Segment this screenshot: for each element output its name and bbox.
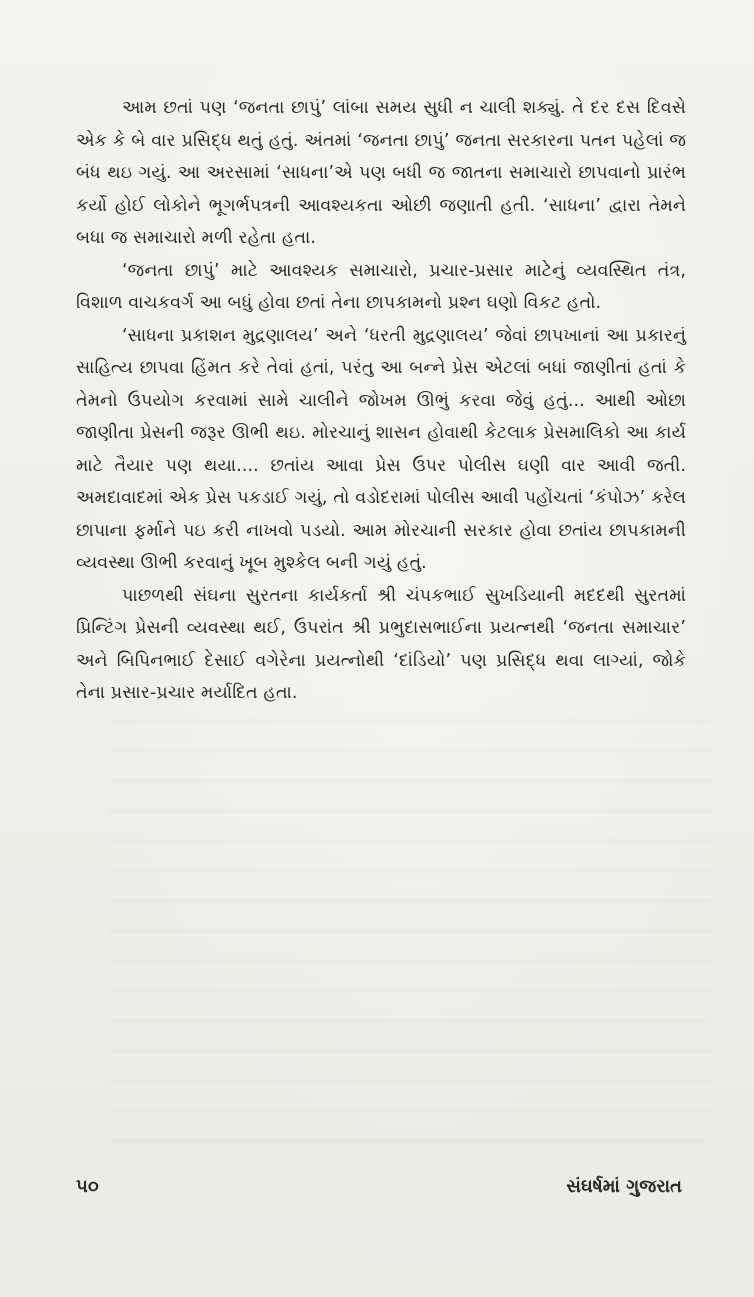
paragraph-1: આમ છતાં પણ ‘જનતા છાપું’ લાંબા સમય સુધી ન ચાલી શક્યું. તે દર દસ દિવસે એક કે બે વાર પ્રસિદ્ધ થતું હતું. અંતમાં ‘જનતા છાપું’ જનતા સરકારના પતન પહેલાં જ બંધ થઇ ગયું. આ અરસામાં ‘સાધના’એ પણ બધી જ જાતના સમાચારો છાપવાનો પ્રારંભ કર્યો હોઈ લોકોને ભૂગર્ભપત્રની આવશ્યકતા ઓછી જણાતી હતી. ‘સાધના’ દ્વારા તેમને બધા જ સમાચારો મળી રહેતા હતા. (76, 98, 686, 248)
body-text (76, 92, 686, 710)
paragraph-3: ‘સાધના પ્રકાશન મુદ્રણાલય’ અને ‘ધરતી મુદ્રણાલય’ જેવાં છાપખાનાં આ પ્રકારનું સાહિત્ય છાપવા હિંમત કરે તેવાં હતાં, પરંતુ આ બન્ને પ્રેસ એટલાં બધાં જાણીતાં હતાં કે તેમનો ઉપયોગ કરવામાં સામે ચાલીને જોખમ ઊભું કરવા જેવું હતું... આથી ઓછા જાણીતા પ્રેસની જરૂર ઊભી થઇ. મોરચાનું શાસન હોવાથી કેટલાક પ્રેસમાલિકો આ કાર્ય માટે તૈયાર પણ થયા.... છતાંય આવા પ્રેસ ઉપર પોલીસ ઘણી વાર આવી જતી. અમદાવાદમાં એક પ્રેસ પકડાઈ ગયું, તો વડોદરામાં પોલીસ આવી પહોંચતાં ‘કંપોઝ’ કરેલ છાપાના ફર્માને પઇ કરી નાખવો પડયો. આમ મોરચાની સરકાર હોવા છતાંય છાપકામની વ્યવસ્થા ઊભી કરવાનું ખૂબ મુશ્કેલ બની ગયું હતું. (76, 325, 686, 573)
page-number: ૫૦ (76, 1176, 99, 1197)
show-through-texture (110, 720, 710, 1160)
page-footer (76, 1176, 682, 1197)
paragraph-2: ‘જનતા છાપું’ માટે આવશ્યક સમાચારો, પ્રચાર-પ્રસાર માટેનું વ્યવસ્થિત તંત્ર, વિશાળ વાચકવર્ગ આ બધું હોવા છતાં તેના છાપકામનો પ્રશ્ન ઘણો વિકટ હતો. (76, 260, 686, 313)
book-title: સંઘર્ષમાં ગુજરાત (566, 1176, 682, 1197)
paragraph-4: પાછળથી સંઘના સુરતના કાર્યકર્તા શ્રી ચંપકભાઈ સુખડિયાની મદદથી સુરતમાં પ્રિન્ટિંગ પ્રેસની વ્યવસ્થા થઈ, ઉપરાંત શ્રી પ્રભુદાસભાઈના પ્રયત્નથી ‘જનતા સમાચાર’ અને બિપિનભાઈ દેસાઈ વગેરેના પ્રયત્નોથી ‘દાંડિયો’ પણ પ્રસિદ્ધ થવા લાગ્યાં, જોકે તેના પ્રસાર-પ્રચાર મર્યાદિત હતા. (76, 585, 686, 703)
